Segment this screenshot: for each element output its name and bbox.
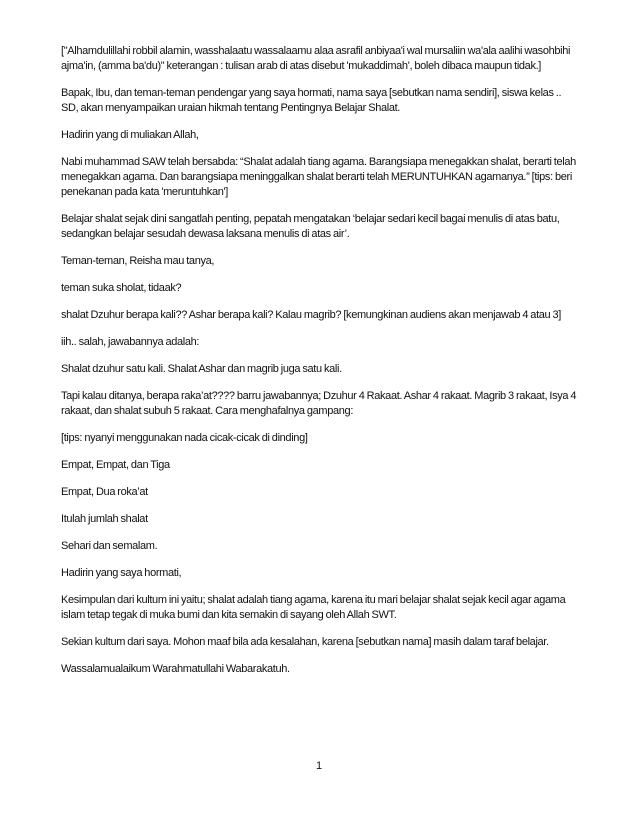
- page-number: 1: [315, 760, 323, 772]
- paragraph-introduction: Bapak, Ibu, dan teman-teman pendengar yang saya hormati, nama saya [sebutkan nama sendiri], siswa kelas .. SD, akan menyampaikan uraian hikmah tentang Pentingnya Belajar Shalat.: [61, 87, 562, 114]
- paragraph-song-tip: [tips: nyanyi menggunakan nada cicak-cicak di dinding]: [61, 432, 308, 444]
- paragraph-greeting-2: Hadirin yang saya hormati,: [61, 567, 182, 579]
- paragraph-rakaat: Tapi kalau ditanya, berapa raka’at???? barru jawabannya; Dzuhur 4 Rakaat. Ashar 4 rakaat. Magrib 3 rakaat, Isya 4 rakaat, dan shalat subuh 5 rakaat. Cara menghafalnya gampang:: [61, 390, 577, 417]
- paragraph-conclusion: Kesimpulan dari kultum ini yaitu; shalat adalah tiang agama, karena itu mari belajar shalat sejak kecil agar agama islam tetap tegak di muka bumi dan kita semakin di sayang oleh Allah SWT.: [61, 594, 566, 621]
- paragraph-song-line-2: Empat, Dua roka’at: [61, 486, 148, 498]
- paragraph-salam: Wassalamualaikum Warahmatullahi Wabarakatuh.: [61, 663, 290, 675]
- paragraph-answer: Shalat dzuhur satu kali. Shalat Ashar dan magrib juga satu kali.: [61, 363, 342, 375]
- paragraph-song-line-4: Sehari dan semalam.: [61, 540, 158, 552]
- paragraph-question-intro: Teman-teman, Reisha mau tanya,: [61, 255, 215, 267]
- paragraph-greeting: Hadirin yang di muliakan Allah,: [61, 129, 199, 141]
- paragraph-question-count: shalat Dzuhur berapa kali?? Ashar berapa kali? Kalau magrib? [kemungkinan audiens akan menjawab 4 atau 3]: [61, 309, 561, 321]
- paragraph-song-line-3: Itulah jumlah shalat: [61, 513, 148, 525]
- paragraph-hadith: Nabi muhammad SAW telah bersabda: “Shalat adalah tiang agama. Barangsiapa menegakkan shalat, berarti telah menegakkan agama. Dan barangsiapa meninggalkan shalat berarti telah MERUNTUHKAN agamanya.” [tips: beri penekanan pada kata 'meruntuhkan']: [61, 156, 576, 198]
- paragraph-answer-intro: iih.. salah, jawabannya adalah:: [61, 336, 200, 348]
- paragraph-closing: Sekian kultum dari saya. Mohon maaf bila ada kesalahan, karena [sebutkan nama] masih dalam taraf belajar.: [61, 636, 549, 648]
- document-body: [61, 44, 577, 689]
- paragraph-mukaddimah: ["Alhamdulillahi robbil alamin, wasshalaatu wassalaamu alaa asrafil anbiyaa'i wal mursaliin wa'ala aalihi wasohbihi ajma'in, (amma ba'du)" keterangan : tulisan arab di atas disebut 'mukaddimah', boleh dibaca maupun tidak.]: [61, 45, 571, 72]
- paragraph-song-line-1: Empat, Empat, dan Tiga: [61, 459, 170, 471]
- paragraph-proverb: Belajar shalat sejak dini sangatlah penting, pepatah mengatakan ‘belajar sedari kecil bagai menulis di atas batu, sedangkan belajar sesudah dewasa laksana menulis di atas air’.: [61, 213, 560, 240]
- paragraph-question-sholat: teman suka sholat, tidaak?: [61, 282, 182, 294]
